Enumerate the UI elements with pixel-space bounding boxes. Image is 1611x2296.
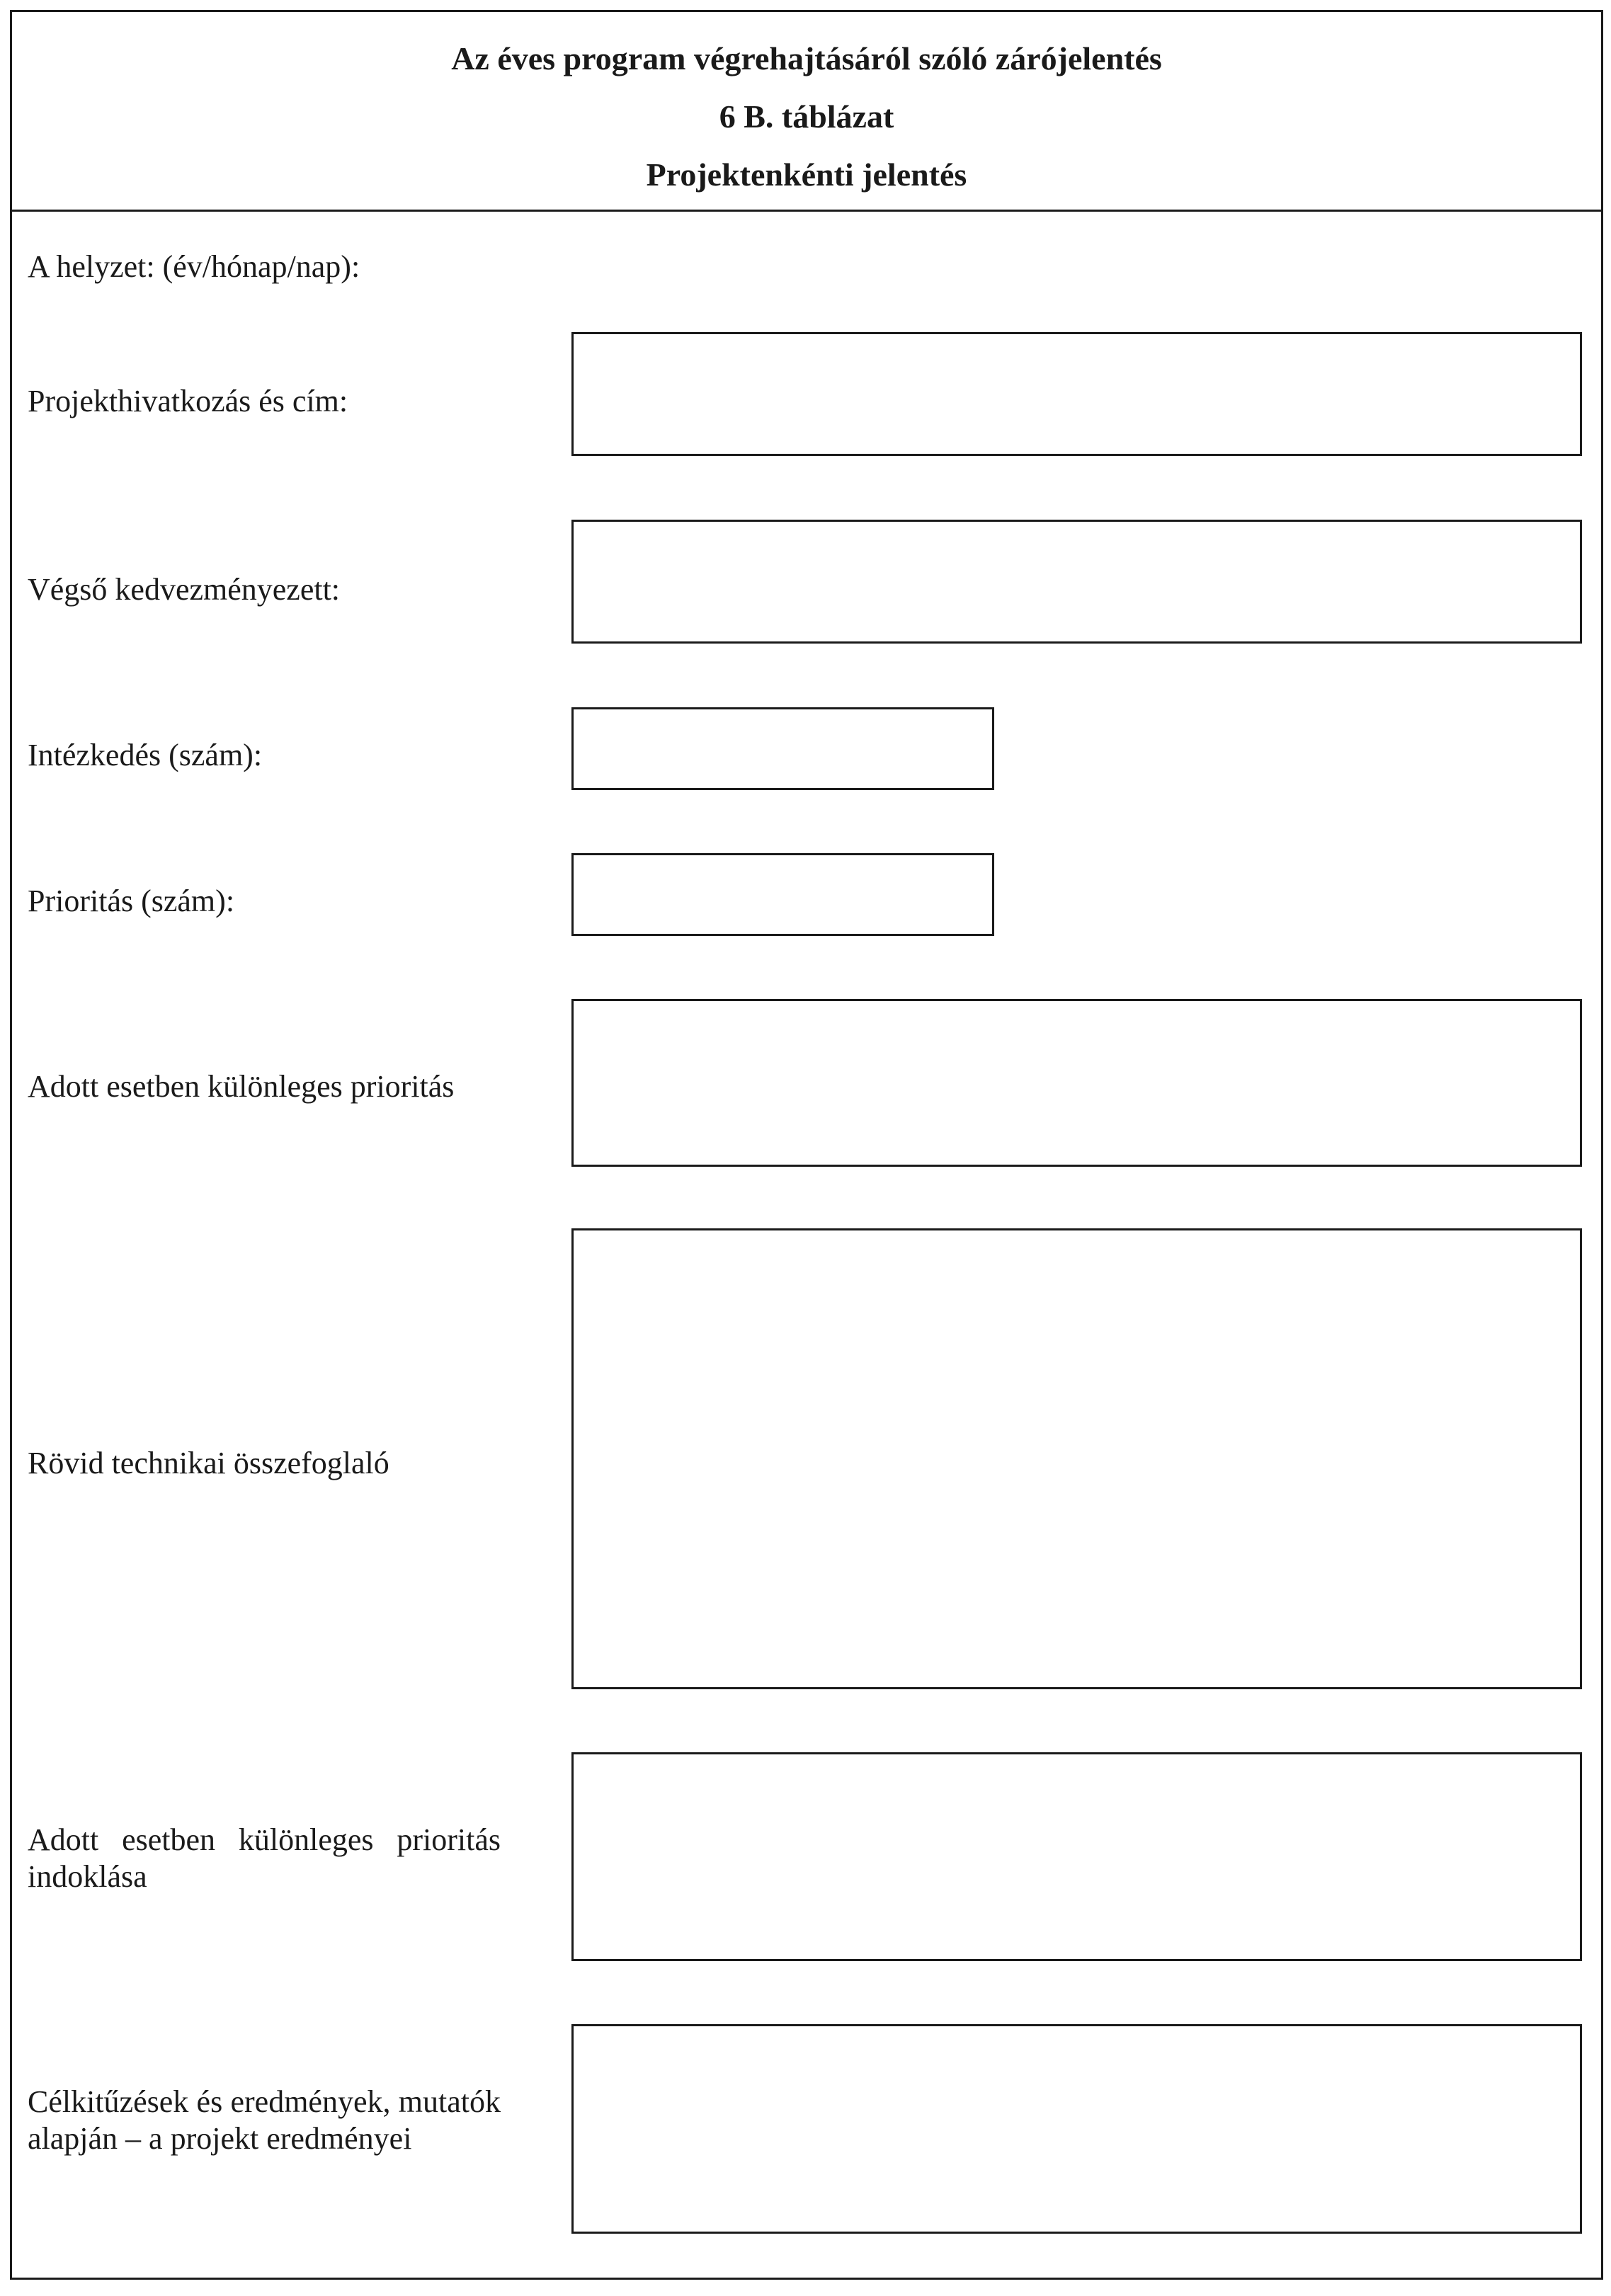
- measure-number-label: Intézkedés (szám):: [28, 738, 263, 772]
- special-priority-justification-field[interactable]: [571, 1752, 1582, 1961]
- project-results-field[interactable]: [571, 2024, 1582, 2234]
- measure-number-field[interactable]: [571, 707, 994, 790]
- special-priority-field[interactable]: [571, 999, 1582, 1167]
- status-date-label: A helyzet: (év/hónap/nap):: [28, 249, 360, 284]
- special-priority-justification-label: Adott esetben különleges prioritás indoklása: [28, 1822, 501, 1894]
- form-subtitle: Projektenkénti jelentés: [646, 156, 967, 193]
- final-beneficiary-label: Végső kedvezményezett:: [28, 572, 341, 607]
- final-beneficiary-field[interactable]: [571, 520, 1582, 644]
- technical-summary-label: Rövid technikai összefoglaló: [28, 1446, 389, 1480]
- report-form-frame: [10, 10, 1603, 2280]
- project-reference-field[interactable]: [571, 332, 1582, 456]
- table-label: 6 B. táblázat: [719, 98, 894, 135]
- technical-summary-field[interactable]: [571, 1228, 1582, 1689]
- form-header: [12, 12, 1601, 212]
- priority-number-label: Prioritás (szám):: [28, 884, 235, 918]
- priority-number-field[interactable]: [571, 853, 994, 936]
- project-reference-label: Projekthivatkozás és cím:: [28, 384, 348, 418]
- special-priority-label: Adott esetben különleges prioritás: [28, 1069, 455, 1104]
- form-title: Az éves program végrehajtásáról szóló zárójelentés: [451, 40, 1162, 76]
- project-results-label: Célkitűzések és eredmények, mutatók alapján – a projekt eredményei: [28, 2084, 501, 2156]
